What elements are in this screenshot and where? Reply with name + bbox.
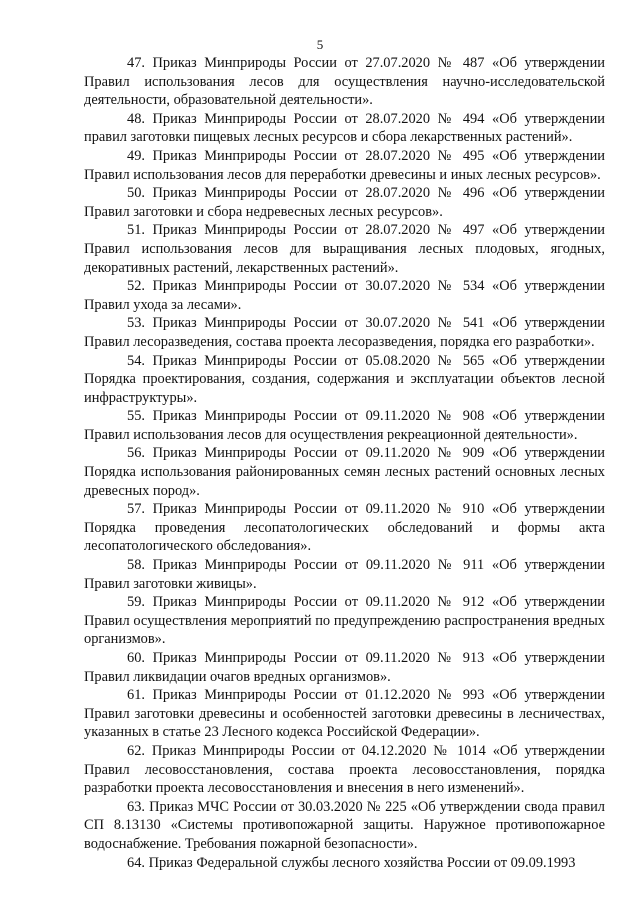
list-item-58: 58. Приказ Минприроды России от 09.11.2020 № 911 «Об утверждении Правил заготовки живицы». (84, 557, 605, 592)
list-item-61: 61. Приказ Минприроды России от 01.12.2020 № 993 «Об утверждении Правил заготовки древесины и особенностей заготовки древесины в лесничествах, указанных в статье 23 Лесного кодекса Российской Федерации». (84, 687, 605, 741)
list-item-55: 55. Приказ Минприроды России от 09.11.2020 № 908 «Об утверждении Правил использования лесов для осуществления рекреационной деятельности». (84, 408, 605, 443)
list-item-48: 48. Приказ Минприроды России от 28.07.2020 № 494 «Об утверждении правил заготовки пищевых лесных ресурсов и сбора лекарственных растений». (84, 110, 605, 146)
list-item-57: 57. Приказ Минприроды России от 09.11.2020 № 910 «Об утверждении Порядка проведения лесопатологических обследований и формы акта лесопатологического обследования». (84, 501, 605, 555)
list-item-50: 50. Приказ Минприроды России от 28.07.2020 № 496 «Об утверждении Правил заготовки и сбора недревесных лесных ресурсов». (84, 185, 605, 220)
list-item-51: 51. Приказ Минприроды России от 28.07.2020 № 497 «Об утверждении Правил использования лесов для выращивания лесных плодовых, ягодных, декоративных растений, лекарственных растений». (84, 222, 605, 276)
list-item-59: 59. Приказ Минприроды России от 09.11.2020 № 912 «Об утверждении Правил осуществления мероприятий по предупреждению распространения вредных организмов». (84, 594, 605, 648)
list-item-47: 47. Приказ Минприроды России от 27.07.2020 № 487 «Об утверждении Правил использования лесов для осуществления научно-исследовательской деятельности, образовательной деятельности». (84, 55, 605, 109)
list-item-52: 52. Приказ Минприроды России от 30.07.2020 № 534 «Об утверждении Правил ухода за лесами». (84, 278, 605, 313)
page-number: 5 (316, 37, 324, 52)
list-item-62: 62. Приказ Минприроды России от 04.12.2020 № 1014 «Об утверждении Правил лесовосстановления, состава проекта лесовосстановления, порядка разработки проекта лесовосстановления и внесения в него изменений». (84, 742, 605, 797)
document-body (84, 54, 605, 872)
list-item-53: 53. Приказ Минприроды России от 30.07.2020 № 541 «Об утверждении Правил лесоразведения, состава проекта лесоразведения, порядка его разработки». (84, 315, 605, 350)
list-item-49: 49. Приказ Минприроды России от 28.07.2020 № 495 «Об утверждении Правил использования лесов для переработки древесины и иных лесных ресурсов». (84, 147, 605, 183)
list-item-64: 64. Приказ Федеральной службы лесного хозяйства России от 09.09.1993 (127, 854, 576, 871)
list-item-63: 63. Приказ МЧС России от 30.03.2020 № 225 «Об утверждении свода правил СП 8.13130 «Системы противопожарной защиты. Наружное противопожарное водоснабжение. Требования пожарной безопасности». (84, 798, 605, 852)
list-item-60: 60. Приказ Минприроды России от 09.11.2020 № 913 «Об утверждении Правил ликвидации очагов вредных организмов». (84, 650, 605, 685)
list-item-56: 56. Приказ Минприроды России от 09.11.2020 № 909 «Об утверждении Порядка использования районированных семян лесных растений основных лесных древесных пород». (84, 445, 605, 499)
list-item-54: 54. Приказ Минприроды России от 05.08.2020 № 565 «Об утверждении Порядка проектирования, создания, содержания и эксплуатации объектов лесной инфраструктуры». (84, 352, 605, 406)
